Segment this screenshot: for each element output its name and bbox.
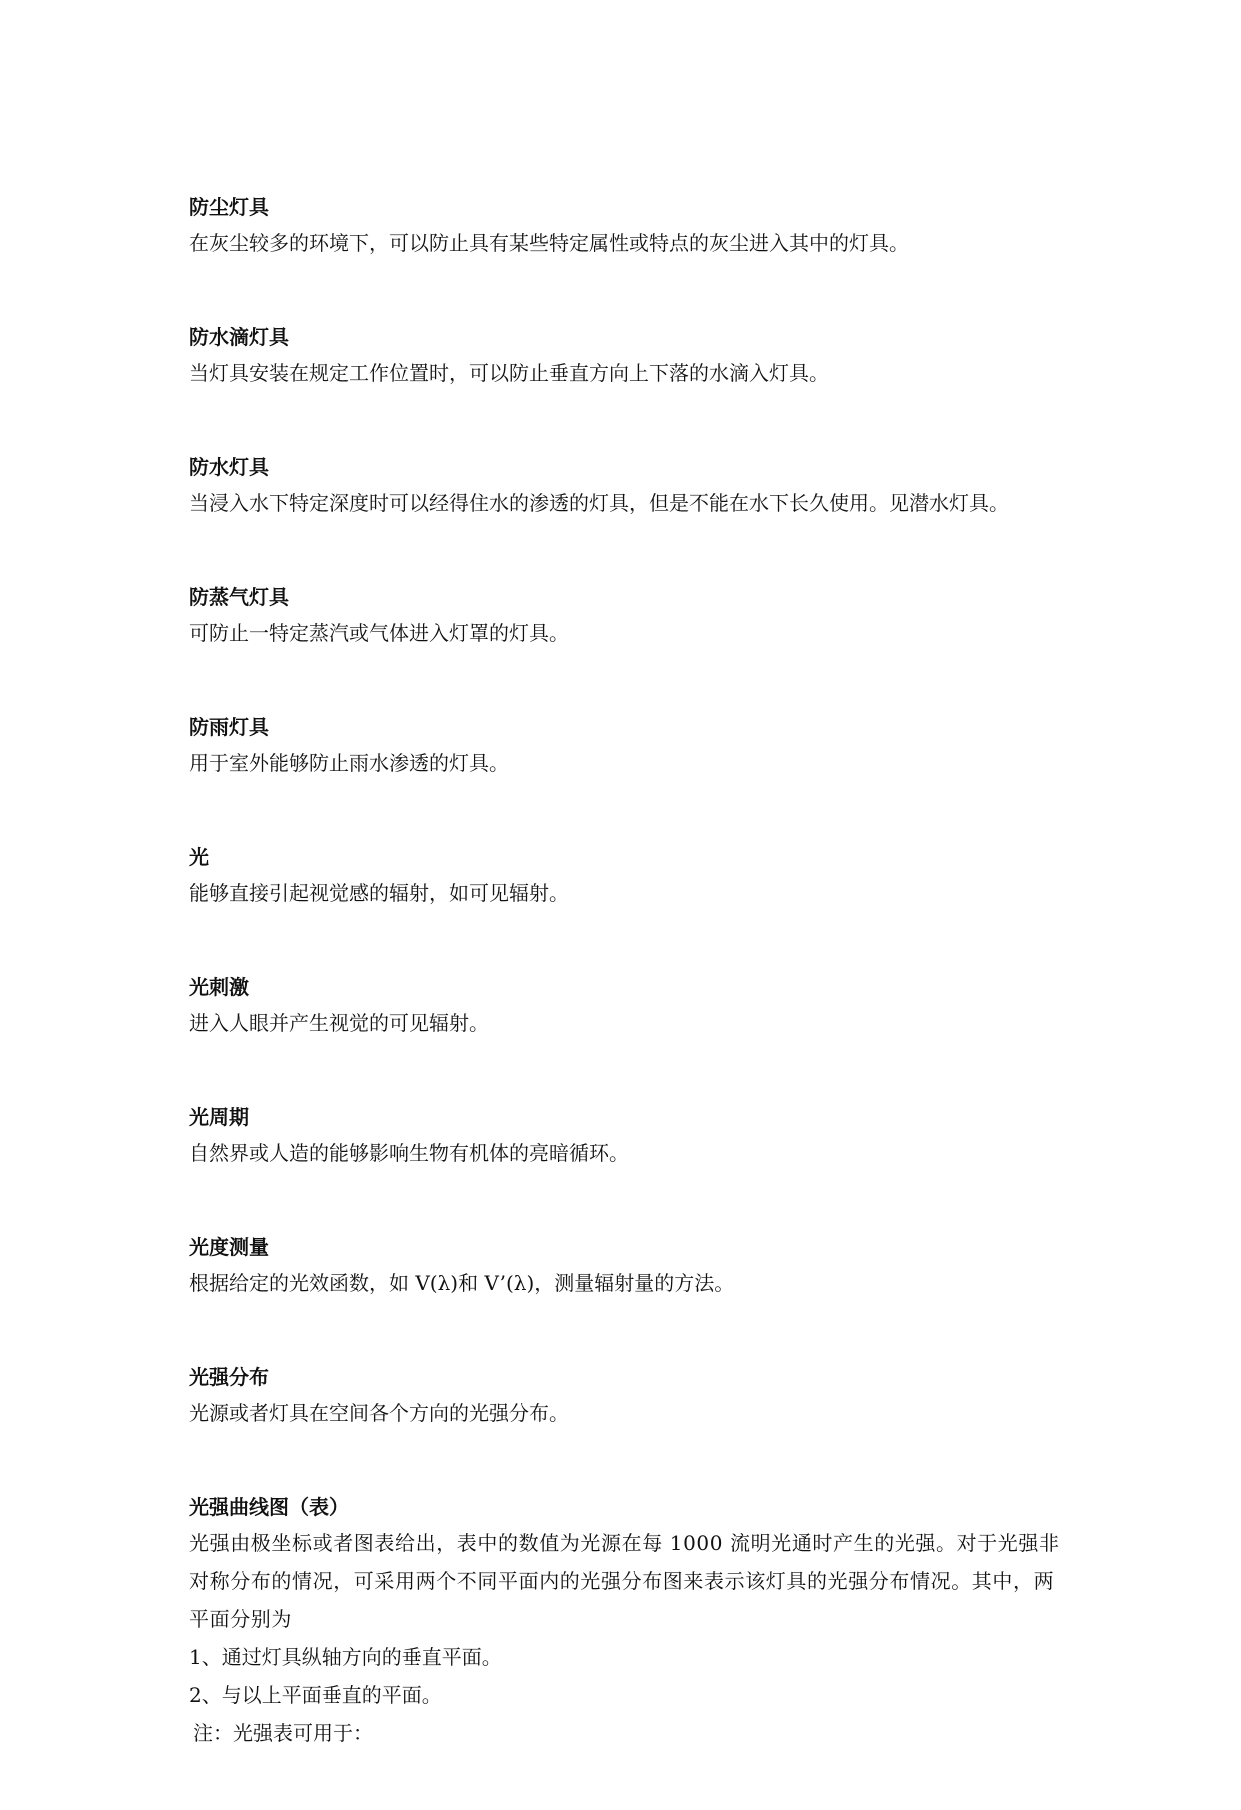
entry-term: 光度测量 <box>189 1235 269 1259</box>
entry-definition: 当灯具安装在规定工作位置时，可以防止垂直方向上下落的水滴入灯具。 <box>189 361 829 385</box>
entry-term: 光刺激 <box>189 975 249 999</box>
entry-definition: 当浸入水下特定深度时可以经得住水的渗透的灯具，但是不能在水下长久使用。见潜水灯具。 <box>189 491 1009 515</box>
glossary-entry <box>189 970 1069 1042</box>
glossary-entry <box>189 320 1069 392</box>
entry-definition: 进入人眼并产生视觉的可见辐射。 <box>189 1011 489 1035</box>
glossary-entry <box>189 710 1069 782</box>
entry-definition: 根据给定的光效函数，如 V(λ)和 V’(λ)，测量辐射量的方法。 <box>189 1271 735 1295</box>
glossary-entry <box>189 1360 1069 1432</box>
entry-definition: 用于室外能够防止雨水渗透的灯具。 <box>189 751 509 775</box>
entry-term: 光强曲线图（表） <box>189 1495 349 1519</box>
entry-definition: 能够直接引起视觉感的辐射，如可见辐射。 <box>189 881 569 905</box>
glossary-entry <box>189 1100 1069 1172</box>
entry-definition: 自然界或人造的能够影响生物有机体的亮暗循环。 <box>189 1141 629 1165</box>
glossary-entry-last <box>189 1490 1069 1752</box>
entry-term: 光周期 <box>189 1105 249 1129</box>
entry-term: 光强分布 <box>189 1365 269 1389</box>
entry-term: 防水灯具 <box>189 455 269 479</box>
entry-definition: 光源或者灯具在空间各个方向的光强分布。 <box>189 1401 569 1425</box>
entry-term: 防尘灯具 <box>189 195 269 219</box>
entry-definition: 可防止一特定蒸汽或气体进入灯罩的灯具。 <box>189 621 569 645</box>
list-item: 1、通过灯具纵轴方向的垂直平面。 <box>189 1645 502 1669</box>
glossary-entry <box>189 840 1069 912</box>
entry-term: 防蒸气灯具 <box>189 585 289 609</box>
glossary-entry <box>189 580 1069 652</box>
entry-term: 防雨灯具 <box>189 715 269 739</box>
list-item: 2、与以上平面垂直的平面。 <box>189 1683 442 1707</box>
document-page <box>189 190 1069 1810</box>
entry-term: 光 <box>189 845 209 869</box>
entry-term: 防水滴灯具 <box>189 325 289 349</box>
glossary-entry <box>189 190 1069 262</box>
entry-definition: 光强由极坐标或者图表给出，表中的数值为光源在每 1000 流明光通时产生的光强。对于光强非对称分布的情况，可采用两个不同平面内的光强分布图来表示该灯具的光强分布情况。其中，两平面分别为 <box>189 1531 1060 1631</box>
note-text: 注：光强表可用于： <box>193 1721 373 1745</box>
entry-definition: 在灰尘较多的环境下，可以防止具有某些特定属性或特点的灰尘进入其中的灯具。 <box>189 231 909 255</box>
glossary-entry <box>189 1230 1069 1302</box>
glossary-entry <box>189 450 1069 522</box>
